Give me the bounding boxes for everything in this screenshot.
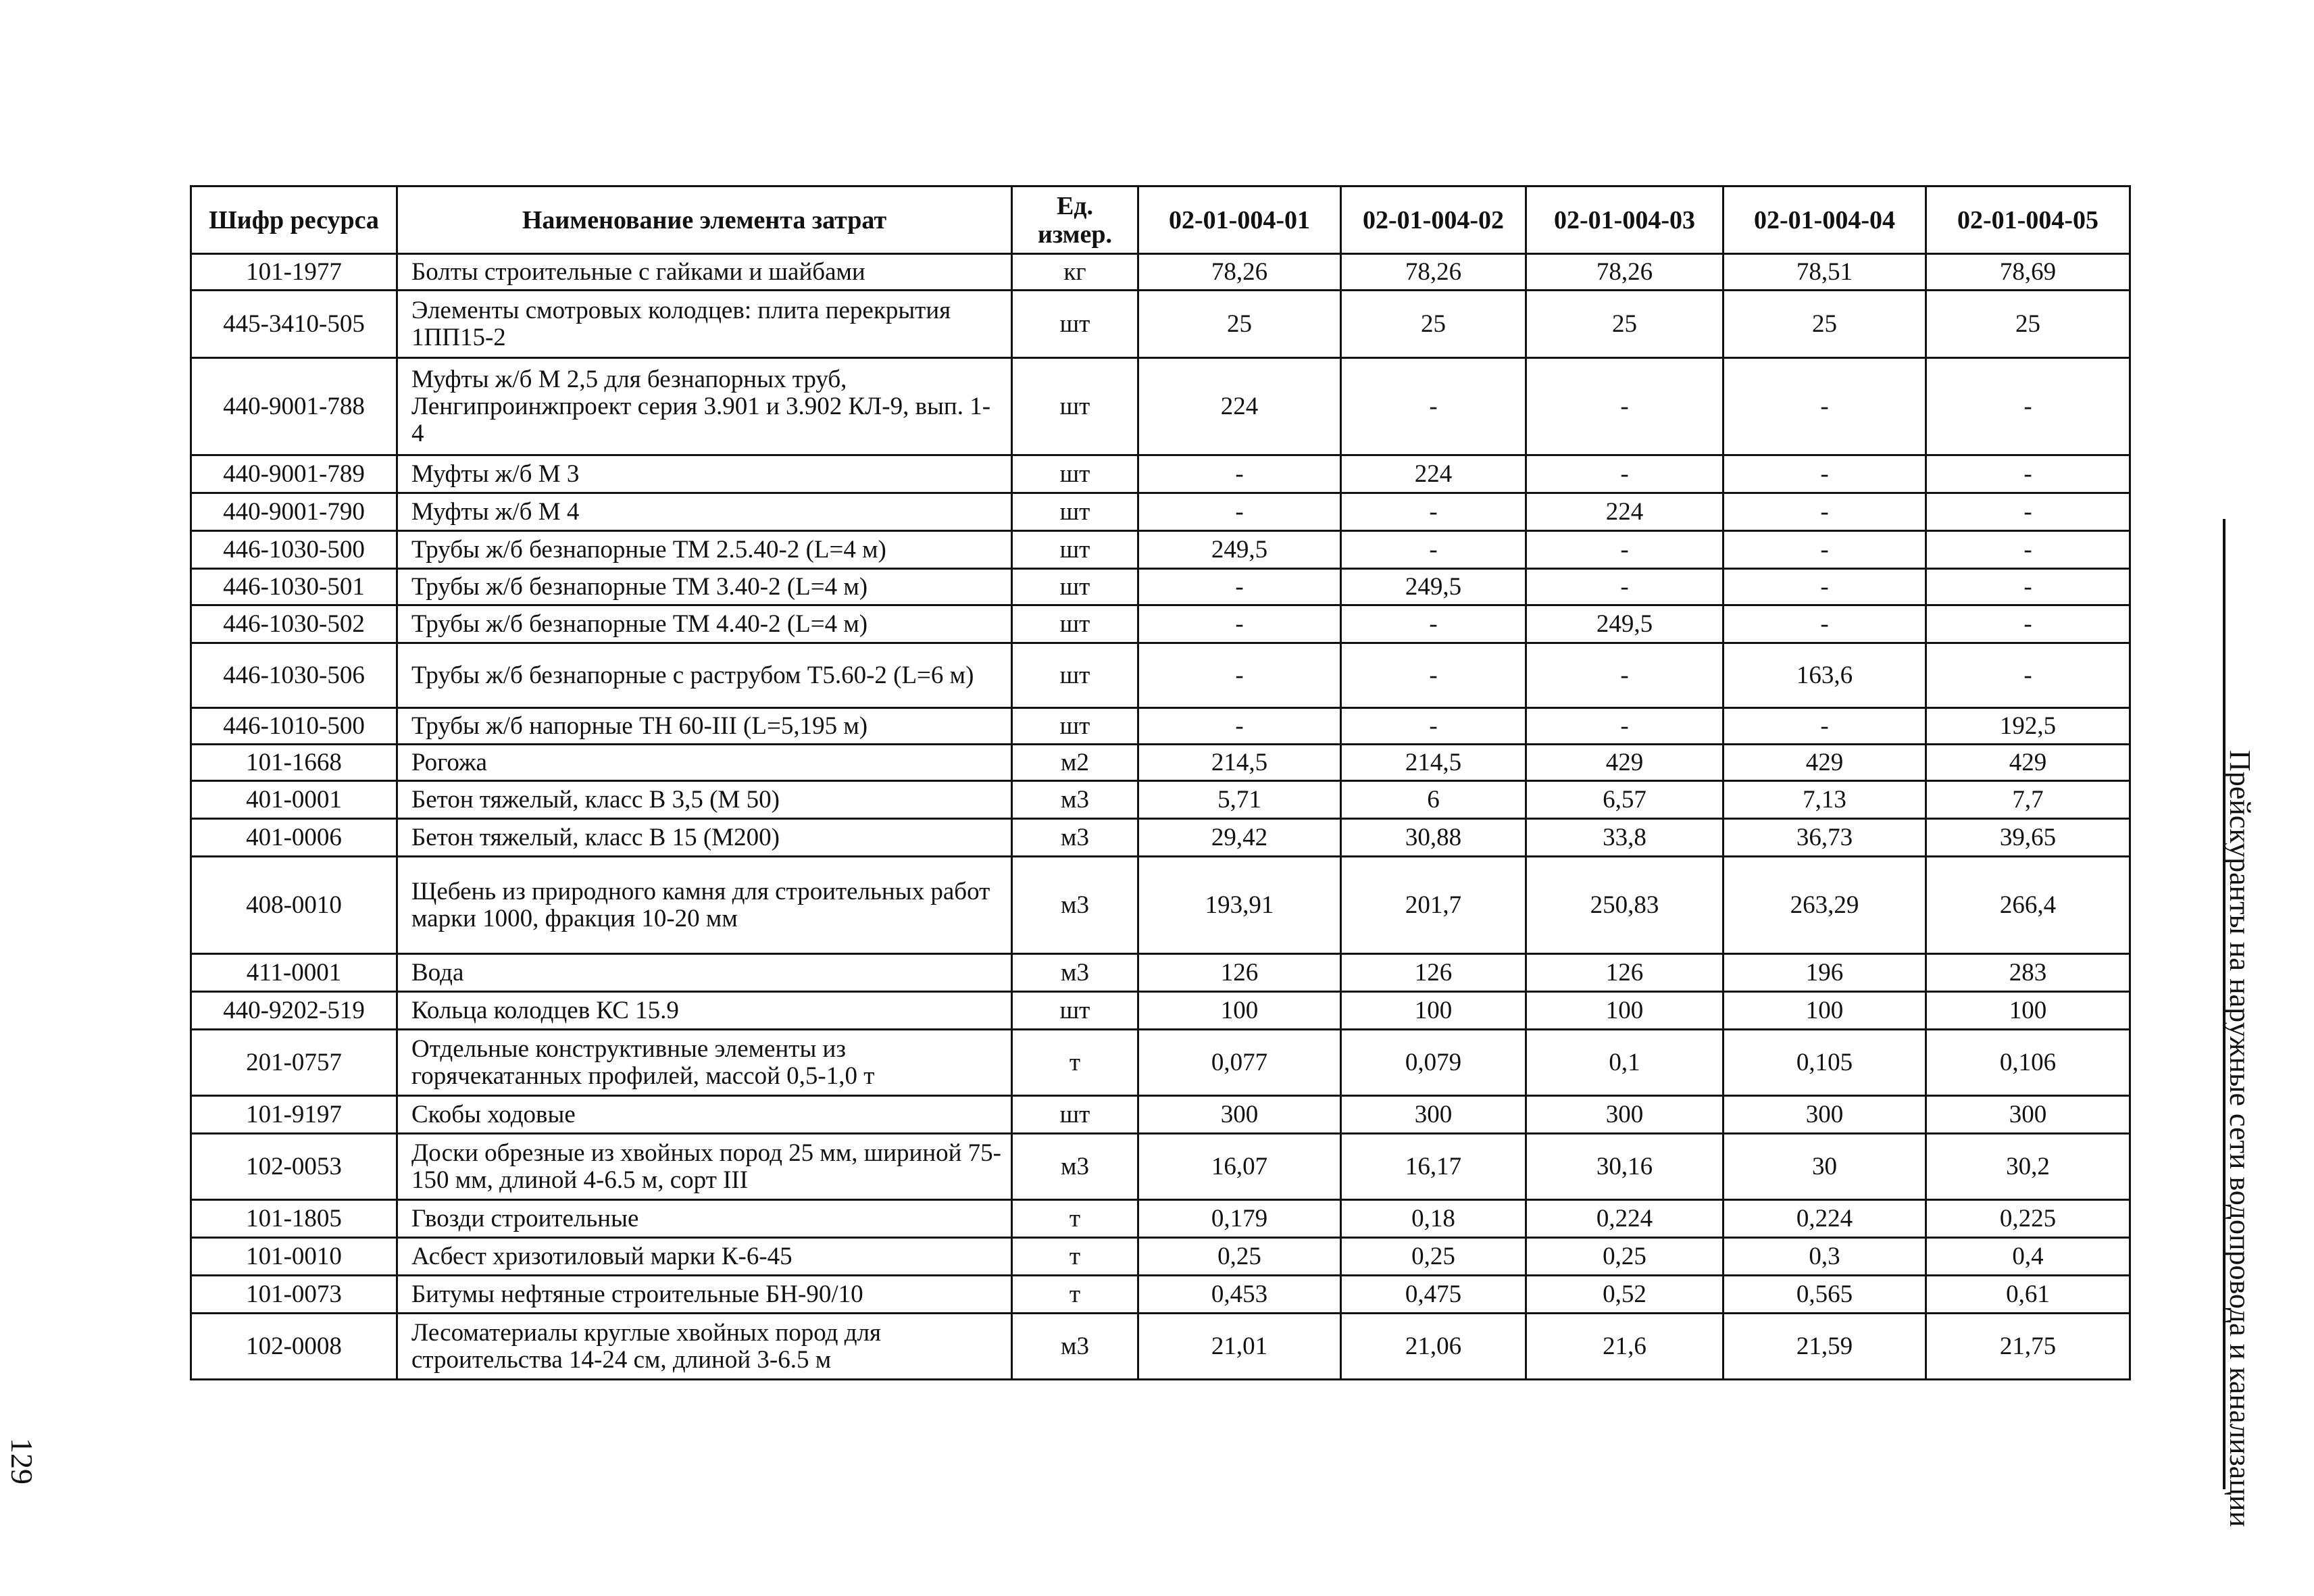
table-row — [191, 1096, 2130, 1134]
table-row — [191, 493, 2130, 531]
value-cell: 214,5 — [1138, 745, 1341, 781]
value-cell: 100 — [1341, 992, 1526, 1030]
value-cell: - — [1724, 493, 1926, 531]
value-cell: 300 — [1724, 1096, 1926, 1134]
value-cell: 7,7 — [1926, 781, 2130, 819]
resource-name-cell: Трубы ж/б безнапорные ТМ 3.40-2 (L=4 м) — [397, 569, 1012, 605]
value-cell: 193,91 — [1138, 857, 1341, 954]
value-cell: - — [1926, 493, 2130, 531]
value-cell: 0,475 — [1341, 1276, 1526, 1314]
resource-name-cell: Трубы ж/б безнапорные с раструбом Т5.60-2 (L=6 м) — [397, 643, 1012, 708]
value-cell: 21,06 — [1341, 1314, 1526, 1380]
resource-name-cell: Битумы нефтяные строительные БН-90/10 — [397, 1276, 1012, 1314]
value-cell: 21,01 — [1138, 1314, 1341, 1380]
resource-code-cell: 411-0001 — [191, 954, 397, 992]
value-cell: - — [1341, 493, 1526, 531]
unit-cell: шт — [1012, 531, 1138, 569]
value-cell: 249,5 — [1341, 569, 1526, 605]
unit-cell: шт — [1012, 569, 1138, 605]
value-cell: 0,079 — [1341, 1030, 1526, 1096]
value-cell: 0,25 — [1526, 1238, 1724, 1276]
value-cell: 5,71 — [1138, 781, 1341, 819]
table-row — [191, 745, 2130, 781]
value-cell: 0,106 — [1926, 1030, 2130, 1096]
resource-name-cell: Трубы ж/б напорные ТН 60-III (L=5,195 м) — [397, 708, 1012, 745]
value-cell: 6,57 — [1526, 781, 1724, 819]
value-cell: - — [1724, 358, 1926, 455]
header-code: Шифр ресурса — [191, 186, 397, 254]
value-cell: 21,75 — [1926, 1314, 2130, 1380]
value-cell: 126 — [1526, 954, 1724, 992]
resource-cost-table — [190, 185, 2131, 1380]
resource-code-cell: 446-1030-506 — [191, 643, 397, 708]
resource-name-cell: Асбест хризотиловый марки К-6-45 — [397, 1238, 1012, 1276]
unit-cell: шт — [1012, 708, 1138, 745]
value-cell: 0,25 — [1341, 1238, 1526, 1276]
unit-cell: шт — [1012, 643, 1138, 708]
resource-code-cell: 401-0006 — [191, 819, 397, 857]
table-row — [191, 857, 2130, 954]
value-cell: 78,69 — [1926, 254, 2130, 291]
page-number: 129 — [5, 1438, 39, 1485]
value-cell: 39,65 — [1926, 819, 2130, 857]
value-cell: 0,52 — [1526, 1276, 1724, 1314]
value-cell: 266,4 — [1926, 857, 2130, 954]
unit-cell: шт — [1012, 1096, 1138, 1134]
resource-code-cell: 440-9001-789 — [191, 455, 397, 493]
table-row — [191, 1134, 2130, 1200]
table-row — [191, 531, 2130, 569]
table-row — [191, 992, 2130, 1030]
value-cell: 201,7 — [1341, 857, 1526, 954]
resource-code-cell: 446-1030-500 — [191, 531, 397, 569]
value-cell: 25 — [1926, 291, 2130, 358]
value-cell: 0,1 — [1526, 1030, 1724, 1096]
resource-name-cell: Болты строительные с гайками и шайбами — [397, 254, 1012, 291]
resource-code-cell: 401-0001 — [191, 781, 397, 819]
value-cell: 78,26 — [1341, 254, 1526, 291]
unit-cell: т — [1012, 1200, 1138, 1238]
value-cell: 224 — [1526, 493, 1724, 531]
value-cell: - — [1926, 455, 2130, 493]
header-col-2: 02-01-004-02 — [1341, 186, 1526, 254]
table-row — [191, 358, 2130, 455]
side-running-title: Прейскуранты на наружные сети водопровода и канализации — [2223, 750, 2257, 1527]
value-cell: 78,51 — [1724, 254, 1926, 291]
resource-name-cell: Бетон тяжелый, класс В 3,5 (М 50) — [397, 781, 1012, 819]
resource-name-cell: Бетон тяжелый, класс В 15 (М200) — [397, 819, 1012, 857]
resource-name-cell: Элементы смотровых колодцев: плита перекрытия 1ПП15-2 — [397, 291, 1012, 358]
resource-name-cell: Муфты ж/б М 2,5 для безнапорных труб, Ленгипроинжпроект серия 3.901 и 3.902 КЛ-9, вып. 1-4 — [397, 358, 1012, 455]
unit-cell: шт — [1012, 455, 1138, 493]
table-row — [191, 1030, 2130, 1096]
resource-code-cell: 101-1805 — [191, 1200, 397, 1238]
value-cell: - — [1724, 455, 1926, 493]
table-row — [191, 643, 2130, 708]
value-cell: - — [1138, 455, 1341, 493]
resource-name-cell: Гвозди строительные — [397, 1200, 1012, 1238]
value-cell: 0,077 — [1138, 1030, 1341, 1096]
resource-code-cell: 446-1030-501 — [191, 569, 397, 605]
value-cell: 300 — [1138, 1096, 1341, 1134]
value-cell: - — [1341, 358, 1526, 455]
value-cell: 283 — [1926, 954, 2130, 992]
value-cell: 429 — [1526, 745, 1724, 781]
value-cell: 0,225 — [1926, 1200, 2130, 1238]
value-cell: - — [1526, 531, 1724, 569]
value-cell: 300 — [1926, 1096, 2130, 1134]
value-cell: 163,6 — [1724, 643, 1926, 708]
value-cell: 192,5 — [1926, 708, 2130, 745]
value-cell: - — [1341, 531, 1526, 569]
header-col-3: 02-01-004-03 — [1526, 186, 1724, 254]
unit-cell: шт — [1012, 291, 1138, 358]
table-row — [191, 1314, 2130, 1380]
unit-cell: м3 — [1012, 954, 1138, 992]
value-cell: - — [1526, 643, 1724, 708]
resource-name-cell: Муфты ж/б М 4 — [397, 493, 1012, 531]
resource-code-cell: 440-9202-519 — [191, 992, 397, 1030]
resource-code-cell: 102-0053 — [191, 1134, 397, 1200]
value-cell: - — [1926, 569, 2130, 605]
resource-code-cell: 101-0073 — [191, 1276, 397, 1314]
value-cell: - — [1526, 455, 1724, 493]
value-cell: - — [1926, 605, 2130, 643]
unit-cell: м3 — [1012, 1314, 1138, 1380]
value-cell: 25 — [1138, 291, 1341, 358]
header-unit: Ед. измер. — [1012, 186, 1138, 254]
value-cell: - — [1526, 358, 1724, 455]
value-cell: - — [1138, 493, 1341, 531]
table-row — [191, 1238, 2130, 1276]
unit-cell: шт — [1012, 605, 1138, 643]
header-name: Наименование элемента затрат — [397, 186, 1012, 254]
unit-cell: т — [1012, 1030, 1138, 1096]
value-cell: 30,88 — [1341, 819, 1526, 857]
resource-code-cell: 440-9001-788 — [191, 358, 397, 455]
value-cell: - — [1926, 358, 2130, 455]
value-cell: 196 — [1724, 954, 1926, 992]
value-cell: 16,17 — [1341, 1134, 1526, 1200]
value-cell: 429 — [1724, 745, 1926, 781]
resource-code-cell: 446-1010-500 — [191, 708, 397, 745]
value-cell: 78,26 — [1138, 254, 1341, 291]
value-cell: 100 — [1526, 992, 1724, 1030]
value-cell: 126 — [1138, 954, 1341, 992]
value-cell: 300 — [1341, 1096, 1526, 1134]
resource-name-cell: Лесоматериалы круглые хвойных пород для строительства 14-24 см, длиной 3-6.5 м — [397, 1314, 1012, 1380]
resource-code-cell: 408-0010 — [191, 857, 397, 954]
resource-name-cell: Щебень из природного камня для строительных работ марки 1000, фракция 10-20 мм — [397, 857, 1012, 954]
value-cell: - — [1724, 531, 1926, 569]
value-cell: - — [1138, 643, 1341, 708]
table-row — [191, 819, 2130, 857]
value-cell: - — [1341, 605, 1526, 643]
resource-name-cell: Трубы ж/б безнапорные ТМ 4.40-2 (L=4 м) — [397, 605, 1012, 643]
value-cell: - — [1526, 708, 1724, 745]
resource-code-cell: 440-9001-790 — [191, 493, 397, 531]
value-cell: 429 — [1926, 745, 2130, 781]
value-cell: 21,59 — [1724, 1314, 1926, 1380]
value-cell: 249,5 — [1526, 605, 1724, 643]
table-row — [191, 569, 2130, 605]
value-cell: 29,42 — [1138, 819, 1341, 857]
table-row — [191, 291, 2130, 358]
value-cell: - — [1341, 643, 1526, 708]
table-header-row — [191, 186, 2130, 254]
value-cell: 126 — [1341, 954, 1526, 992]
value-cell: 0,565 — [1724, 1276, 1926, 1314]
value-cell: 249,5 — [1138, 531, 1341, 569]
resource-name-cell: Муфты ж/б М 3 — [397, 455, 1012, 493]
value-cell: 25 — [1724, 291, 1926, 358]
table-row — [191, 1276, 2130, 1314]
resource-code-cell: 101-0010 — [191, 1238, 397, 1276]
resource-name-cell: Рогожа — [397, 745, 1012, 781]
value-cell: 25 — [1526, 291, 1724, 358]
value-cell: 224 — [1341, 455, 1526, 493]
value-cell: - — [1724, 569, 1926, 605]
table-row — [191, 1200, 2130, 1238]
resource-name-cell: Вода — [397, 954, 1012, 992]
unit-cell: шт — [1012, 358, 1138, 455]
value-cell: 300 — [1526, 1096, 1724, 1134]
resource-code-cell: 101-9197 — [191, 1096, 397, 1134]
value-cell: 36,73 — [1724, 819, 1926, 857]
table-row — [191, 254, 2130, 291]
value-cell: - — [1138, 605, 1341, 643]
resource-name-cell: Трубы ж/б безнапорные ТМ 2.5.40-2 (L=4 м) — [397, 531, 1012, 569]
value-cell: 100 — [1138, 992, 1341, 1030]
value-cell: 7,13 — [1724, 781, 1926, 819]
value-cell: 250,83 — [1526, 857, 1724, 954]
resource-code-cell: 446-1030-502 — [191, 605, 397, 643]
value-cell: - — [1138, 708, 1341, 745]
value-cell: 33,8 — [1526, 819, 1724, 857]
unit-cell: м3 — [1012, 819, 1138, 857]
value-cell: 30,2 — [1926, 1134, 2130, 1200]
value-cell: 21,6 — [1526, 1314, 1724, 1380]
value-cell: 0,61 — [1926, 1276, 2130, 1314]
resource-code-cell: 101-1977 — [191, 254, 397, 291]
resource-code-cell: 445-3410-505 — [191, 291, 397, 358]
unit-cell: м3 — [1012, 781, 1138, 819]
table-row — [191, 605, 2130, 643]
value-cell: 30,16 — [1526, 1134, 1724, 1200]
value-cell: - — [1926, 643, 2130, 708]
table-row — [191, 708, 2130, 745]
value-cell: 100 — [1926, 992, 2130, 1030]
value-cell: - — [1341, 708, 1526, 745]
unit-cell: м3 — [1012, 1134, 1138, 1200]
header-col-4: 02-01-004-04 — [1724, 186, 1926, 254]
header-col-1: 02-01-004-01 — [1138, 186, 1341, 254]
unit-cell: шт — [1012, 992, 1138, 1030]
unit-cell: кг — [1012, 254, 1138, 291]
value-cell: 6 — [1341, 781, 1526, 819]
unit-cell: м2 — [1012, 745, 1138, 781]
table-row — [191, 455, 2130, 493]
value-cell: - — [1724, 605, 1926, 643]
unit-cell: т — [1012, 1276, 1138, 1314]
unit-cell: м3 — [1012, 857, 1138, 954]
value-cell: 0,224 — [1724, 1200, 1926, 1238]
resource-code-cell: 201-0757 — [191, 1030, 397, 1096]
value-cell: 30 — [1724, 1134, 1926, 1200]
resource-name-cell: Кольца колодцев КС 15.9 — [397, 992, 1012, 1030]
value-cell: 100 — [1724, 992, 1926, 1030]
header-col-5: 02-01-004-05 — [1926, 186, 2130, 254]
unit-cell: т — [1012, 1238, 1138, 1276]
value-cell: 78,26 — [1526, 254, 1724, 291]
resource-name-cell: Доски обрезные из хвойных пород 25 мм, шириной 75-150 мм, длиной 4-6.5 м, сорт III — [397, 1134, 1012, 1200]
table-row — [191, 781, 2130, 819]
value-cell: 224 — [1138, 358, 1341, 455]
table-row — [191, 954, 2130, 992]
value-cell: 263,29 — [1724, 857, 1926, 954]
value-cell: - — [1724, 708, 1926, 745]
value-cell: 0,453 — [1138, 1276, 1341, 1314]
resource-name-cell: Отдельные конструктивные элементы из горячекатанных профилей, массой 0,5-1,0 т — [397, 1030, 1012, 1096]
resource-code-cell: 101-1668 — [191, 745, 397, 781]
unit-cell: шт — [1012, 493, 1138, 531]
value-cell: 0,25 — [1138, 1238, 1341, 1276]
value-cell: 0,224 — [1526, 1200, 1724, 1238]
resource-code-cell: 102-0008 — [191, 1314, 397, 1380]
resource-name-cell: Скобы ходовые — [397, 1096, 1012, 1134]
value-cell: 214,5 — [1341, 745, 1526, 781]
value-cell: 25 — [1341, 291, 1526, 358]
value-cell: 0,105 — [1724, 1030, 1926, 1096]
value-cell: 0,179 — [1138, 1200, 1341, 1238]
value-cell: - — [1926, 531, 2130, 569]
value-cell: - — [1138, 569, 1341, 605]
value-cell: - — [1526, 569, 1724, 605]
value-cell: 16,07 — [1138, 1134, 1341, 1200]
value-cell: 0,3 — [1724, 1238, 1926, 1276]
value-cell: 0,18 — [1341, 1200, 1526, 1238]
value-cell: 0,4 — [1926, 1238, 2130, 1276]
